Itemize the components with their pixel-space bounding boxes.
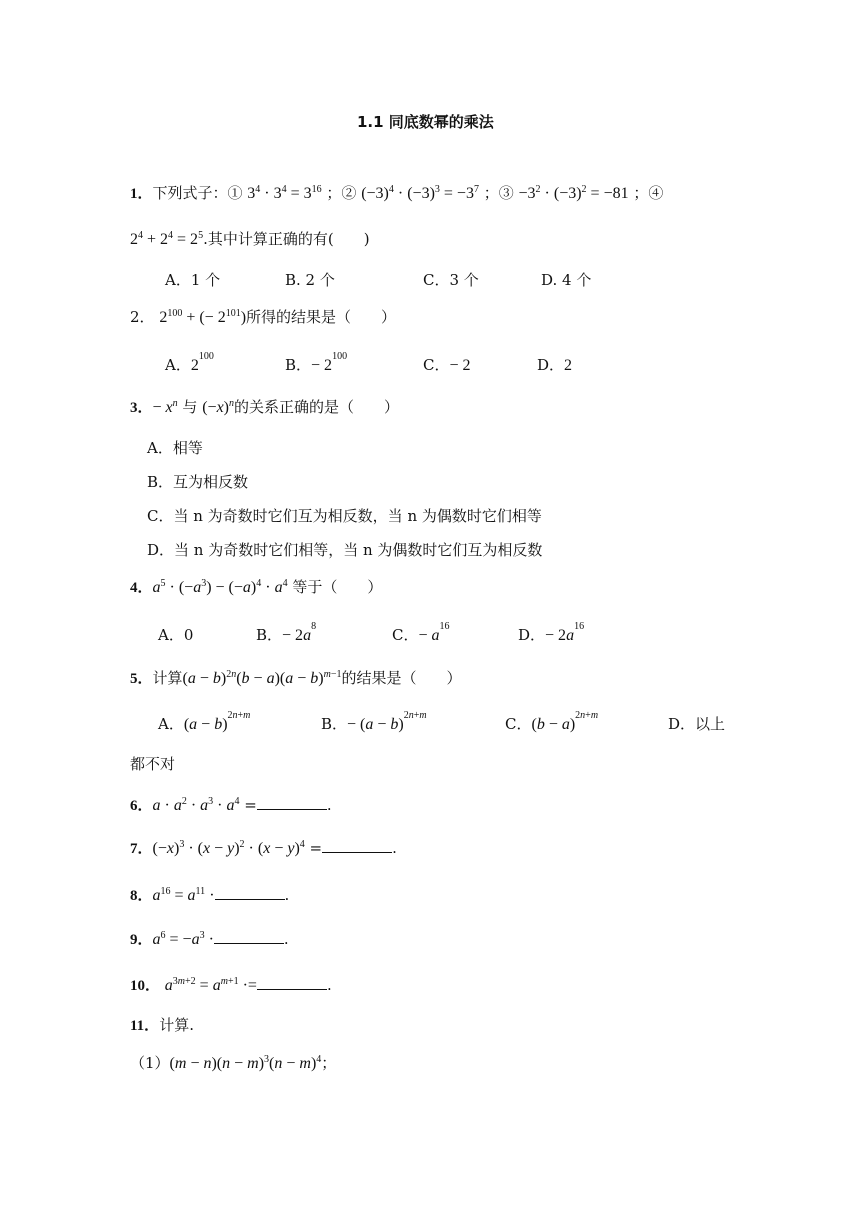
page-title: 1.1 同底数幂的乘法: [357, 113, 494, 131]
option-d: D. 4 个: [541, 271, 592, 289]
option-a: A．1 个: [165, 271, 221, 289]
option-c: C．− 2: [423, 356, 471, 374]
option-c: C．当 n 为奇数时它们互为相反数，当 n 为偶数时它们相等: [147, 507, 542, 525]
option-a: A．$(a - b)^{2n+m}$: [158, 710, 251, 733]
question-3: 3．− $x^n$ 与 $(-x)^n$的关系正确的是（ ）: [130, 398, 400, 416]
answer-blank[interactable]: [257, 796, 327, 810]
question-6: 6．$a \cdot a^2 \cdot a^3 \cdot a^4$ = .: [130, 796, 332, 814]
question-number: 4．: [130, 580, 153, 596]
question-text: 计算.: [159, 1016, 194, 1034]
question-number: 6．: [130, 798, 153, 814]
question-5: 5．计算$(a - b)^{2n}(b - a)(a - b)^{m-1}$的结果是（ ）: [130, 669, 462, 687]
question-1-cont: $2^4 + 2^4 = 2^5$.其中计算正确的有( ): [130, 230, 370, 248]
option-d: D．2: [537, 356, 573, 374]
question-text: 所得的结果是（ ）: [246, 308, 397, 326]
question-number: 1．: [130, 186, 153, 202]
question-number: 10．: [130, 978, 161, 994]
option-d: D．当 n 为奇数时它们相等，当 n 为偶数时它们互为相反数: [147, 541, 543, 559]
question-number: 11．: [130, 1018, 160, 1034]
option-d: D．− $2a^{16}$: [518, 621, 585, 644]
answer-blank[interactable]: [257, 976, 327, 990]
question-number: 7．: [130, 841, 153, 857]
question-11-part-1: $(1)(m - n)(n - m)^3(n - m)^4$；: [130, 1054, 337, 1072]
option-d: D．以上: [668, 715, 726, 733]
option-c: C．3 个: [423, 271, 479, 289]
question-text: 的结果是（ ）: [341, 669, 462, 687]
option-a: A．$2^{100}$: [165, 351, 214, 374]
question-5-cont: 都不对: [130, 755, 176, 773]
question-number: 3．: [130, 400, 153, 416]
question-8: 8．$a^{16} = a^{11}$ · .: [130, 886, 290, 904]
option-b: B．− $2a^8$: [256, 621, 317, 644]
question-text: 下列式子：①: [152, 184, 248, 202]
question-2: 2． $2^{100}$ + (− $2^{101}$)所得的结果是（ ）: [130, 308, 397, 326]
option-b: B. 2 个: [285, 271, 335, 289]
question-text: 其中计算正确的有( ): [207, 230, 370, 248]
option-b: B．互为相反数: [147, 473, 249, 491]
question-10: 10． $a^{3m+2} = a^{m+1}$ ·= .: [130, 976, 332, 994]
question-number: 5．: [130, 671, 153, 687]
option-b: B．− $(a - b)^{2n+m}$: [321, 710, 427, 733]
option-a: A．相等: [147, 439, 203, 457]
question-text: 的关系正确的是（ ）: [234, 398, 400, 416]
question-7: 7．$(-x)^3 \cdot (x - y)^2 \cdot (x - y)^4$ = .: [130, 839, 397, 857]
option-a: A．0: [158, 626, 194, 644]
question-9: 9．$a^6 = -a^3$ · .: [130, 930, 289, 948]
answer-blank[interactable]: [215, 886, 285, 900]
question-4: 4．$a^5 \cdot (-a^3) - (-a)^4 \cdot a^4$ 等于（ ）: [130, 578, 383, 596]
option-b: B．− $2^{100}$: [285, 351, 348, 374]
answer-blank[interactable]: [214, 930, 284, 944]
question-number: 8．: [130, 888, 153, 904]
question-11: [130, 1015, 194, 1036]
answer-blank[interactable]: [322, 839, 392, 853]
option-c: C．− $a^{16}$: [392, 621, 450, 644]
question-number: 9．: [130, 932, 153, 948]
question-text: 等于（ ）: [292, 578, 383, 596]
question-number: 2．: [130, 308, 155, 326]
question-1: 1．下列式子：① $3^4 \cdot 3^4 = 3^{16}$ ；② $(-3)^4 \cdot (-3)^3 = -3^7$ ；③ $-3^2 \cdot (-3)^2 = -81$ ；④: [130, 184, 664, 202]
option-c: C．$(b - a)^{2n+m}$: [505, 710, 599, 733]
